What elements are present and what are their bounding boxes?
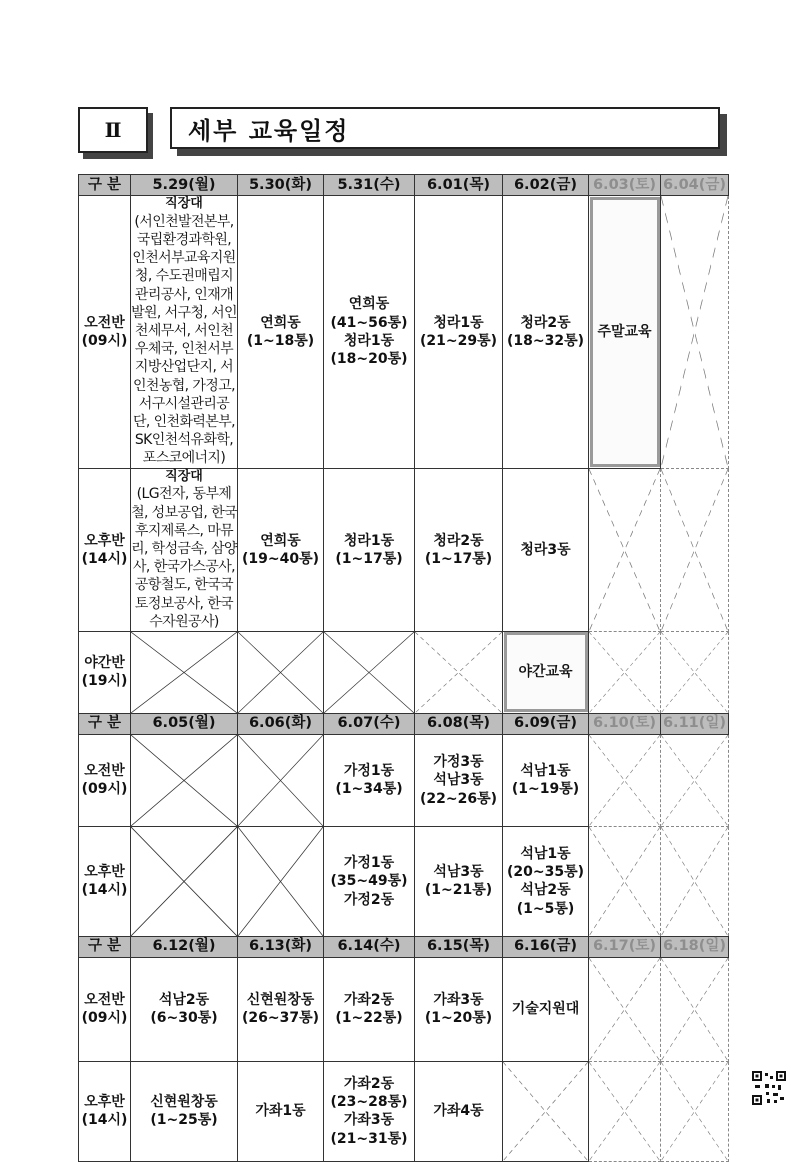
week2-header-row [79,713,729,734]
schedule-cell: 석남1동 (1~19통) [503,734,589,826]
row-label-night: 야간반 (19시) [79,631,131,713]
date-header: 6.07(수) [324,713,415,734]
schedule-cell: 연희동 (41~56통) 청라1동 (18~20통) [324,196,415,469]
week3-header-row [79,936,729,957]
row-label-afternoon: 오후반 (14시) [79,826,131,936]
schedule-cell: 가좌1동 [238,1061,324,1161]
empty-cell [131,631,238,713]
schedule-cell: 청라1동 (1~17통) [324,468,415,631]
schedule-table [78,174,729,1162]
week3-morning-row [79,957,729,1061]
empty-cell-dashed [661,734,729,826]
section-number: Ⅱ [104,118,122,142]
week2-afternoon-row [79,826,729,936]
date-header: 6.13(화) [238,936,324,957]
empty-cell-dashed [589,957,661,1061]
empty-cell [238,734,324,826]
week1-night-row [79,631,729,713]
schedule-cell: 가좌2동 (1~22통) [324,957,415,1061]
empty-cell [238,631,324,713]
schedule-cell: 가좌3동 (1~20통) [415,957,503,1061]
empty-cell-dashed [661,468,729,631]
week2-morning-row [79,734,729,826]
schedule-cell: 연희동 (1~18통) [238,196,324,469]
week1-header-row [79,175,729,196]
date-header: 6.12(월) [131,936,238,957]
empty-cell-dashed [589,468,661,631]
date-header-weekend: 6.03(토) [589,175,661,196]
date-header: 6.01(목) [415,175,503,196]
schedule-cell: 청라1동 (21~29통) [415,196,503,469]
schedule-cell: 석남1동 (20~35통) 석남2동 (1~5통) [503,826,589,936]
schedule-cell: 기술지원대 [503,957,589,1061]
row-label-morning: 오전반 (09시) [79,196,131,469]
date-header: 6.02(금) [503,175,589,196]
empty-cell-dashed [661,1061,729,1161]
workplace-group-cell [131,196,238,469]
date-header: 6.08(목) [415,713,503,734]
division-label: 구 분 [79,936,131,957]
row-label-afternoon: 오후반 (14시) [79,468,131,631]
weekend-education-cell: 주말교육 [589,196,661,469]
page-title: 세부 교육일정 [170,107,720,149]
date-header: 6.14(수) [324,936,415,957]
qr-code-icon [752,1071,786,1105]
date-header: 6.05(월) [131,713,238,734]
empty-cell [131,826,238,936]
date-header-weekend: 6.10(토) [589,713,661,734]
date-header-weekend: 6.11(일) [661,713,729,734]
date-header: 6.06(화) [238,713,324,734]
empty-cell [238,826,324,936]
group-detail: (서인천발전본부, 국립환경과학원, 인천서부교육지원청, 수도권매립지관리공사, 인재개발원, 서구청, 서인천세무서, 서인천우체국, 인천서부지방산업단지, 서인천농협, 가정고, 서구시설관리공단, 인천화력본부, SK인천석유화학, 포스코에너지) [131,213,237,467]
date-header: 6.16(금) [503,936,589,957]
group-title: 직장대 [165,468,203,484]
section-number-box [78,107,148,153]
date-header-weekend: 6.04(금) [661,175,729,196]
date-header: 5.30(화) [238,175,324,196]
schedule-cell: 석남2동 (6~30통) [131,957,238,1061]
schedule-cell: 가정1동 (35~49통) 가정2동 [324,826,415,936]
row-label-morning: 오전반 (09시) [79,734,131,826]
empty-cell-dashed [589,1061,661,1161]
schedule-cell: 가좌2동 (23~28통) 가좌3동 (21~31통) [324,1061,415,1161]
empty-cell-dashed [415,631,503,713]
schedule-cell: 가정3동 석남3동 (22~26통) [415,734,503,826]
schedule-cell: 가정1동 (1~34통) [324,734,415,826]
empty-cell-dashed [589,734,661,826]
date-header: 6.15(목) [415,936,503,957]
date-header-weekend: 6.18(일) [661,936,729,957]
empty-cell [324,631,415,713]
week3-afternoon-row [79,1061,729,1161]
row-label-morning: 오전반 (09시) [79,957,131,1061]
schedule-cell: 신현원창동 (26~37통) [238,957,324,1061]
schedule-cell: 신현원창동 (1~25통) [131,1061,238,1161]
schedule-cell: 가좌4동 [415,1061,503,1161]
night-education-cell: 야간교육 [503,631,589,713]
empty-cell-dashed [503,1061,589,1161]
schedule-cell: 청라2동 (18~32통) [503,196,589,469]
date-header-weekend: 6.17(토) [589,936,661,957]
group-detail: (LG전자, 동부제철, 성보공업, 한국후지제록스, 마뮤리, 학성금속, 삼양사, 한국가스공사, 공항철도, 한국국토정보공사, 한국수자원공사) [131,486,237,630]
schedule-cell: 석남3동 (1~21통) [415,826,503,936]
empty-cell-dashed [589,826,661,936]
division-label: 구 분 [79,713,131,734]
empty-cell-dashed [661,196,729,469]
empty-cell [131,734,238,826]
workplace-group-cell [131,468,238,631]
date-header: 5.29(월) [131,175,238,196]
schedule-cell: 청라2동 (1~17통) [415,468,503,631]
group-title: 직장대 [165,196,203,211]
empty-cell-dashed [661,826,729,936]
row-label-afternoon: 오후반 (14시) [79,1061,131,1161]
empty-cell-dashed [589,631,661,713]
date-header: 6.09(금) [503,713,589,734]
week1-morning-row [79,196,729,469]
week1-afternoon-row [79,468,729,631]
division-label: 구 분 [79,175,131,196]
date-header: 5.31(수) [324,175,415,196]
empty-cell-dashed [661,631,729,713]
empty-cell-dashed [661,957,729,1061]
schedule-cell: 연희동 (19~40통) [238,468,324,631]
schedule-cell: 청라3동 [503,468,589,631]
